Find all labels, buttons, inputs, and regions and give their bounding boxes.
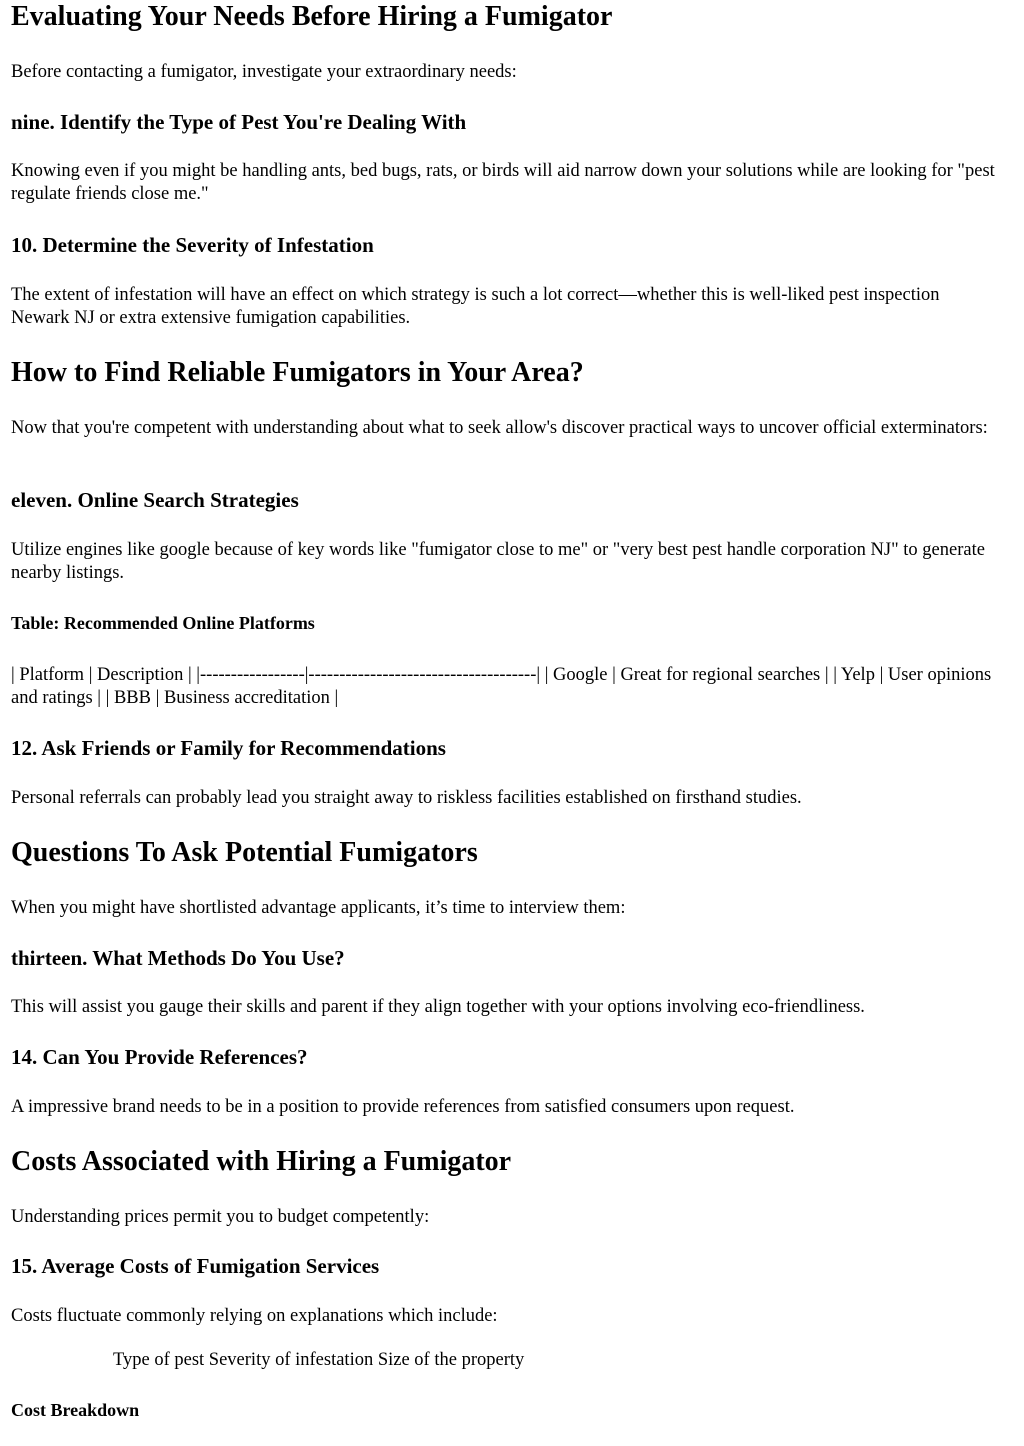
paragraph-average-costs: Costs fluctuate commonly relying on explanations which include: bbox=[11, 1306, 498, 1326]
heading-severity: 10. Determine the Severity of Infestation bbox=[11, 233, 374, 257]
paragraph-severity: The extent of infestation will have an effect on which strategy is such a lot correct—whether this is well-liked pest inspection Newark NJ or extra extensive fumigation capabilities. bbox=[11, 285, 940, 328]
heading-questions: Questions To Ask Potential Fumigators bbox=[11, 837, 478, 868]
heading-average-costs: 15. Average Costs of Fumigation Services bbox=[11, 1254, 380, 1278]
paragraph-online-search: Utilize engines like google because of key words like "fumigator close to me" or "very best pest handle corporation NJ" to generate nearby listings. bbox=[11, 540, 985, 583]
paragraph-questions: When you might have shortlisted advantage applicants, it’s time to interview them: bbox=[11, 898, 626, 918]
heading-cost-breakdown: Cost Breakdown bbox=[11, 1400, 140, 1420]
paragraph-evaluating-needs: Before contacting a fumigator, investigate your extraordinary needs: bbox=[11, 62, 517, 82]
heading-methods: thirteen. What Methods Do You Use? bbox=[11, 946, 345, 970]
heading-find-fumigators: How to Find Reliable Fumigators in Your Area? bbox=[11, 357, 584, 388]
heading-costs: Costs Associated with Hiring a Fumigator bbox=[11, 1146, 512, 1177]
paragraph-references: A impressive brand needs to be in a position to provide references from satisfied consumers upon request. bbox=[11, 1097, 795, 1117]
quote-cost-factors: Type of pest Severity of infestation Size of the property bbox=[113, 1350, 525, 1370]
heading-online-search: eleven. Online Search Strategies bbox=[11, 488, 299, 512]
paragraph-identify-pest: Knowing even if you might be handling ants, bed bugs, rats, or birds will aid narrow down your solutions while are looking for "pest regulate friends close me." bbox=[11, 161, 995, 204]
heading-ask-friends: 12. Ask Friends or Family for Recommendations bbox=[11, 736, 446, 760]
paragraph-ask-friends: Personal referrals can probably lead you straight away to riskless facilities established on firsthand studies. bbox=[11, 788, 802, 808]
heading-evaluating-needs: Evaluating Your Needs Before Hiring a Fumigator bbox=[11, 1, 613, 32]
heading-identify-pest: nine. Identify the Type of Pest You're Dealing With bbox=[11, 110, 467, 134]
paragraph-find-fumigators: Now that you're competent with understanding about what to seek allow's discover practical ways to uncover official exterminators: bbox=[11, 418, 988, 438]
paragraph-methods: This will assist you gauge their skills and parent if they align together with your options involving eco-friendliness. bbox=[11, 997, 865, 1017]
heading-references: 14. Can You Provide References? bbox=[11, 1045, 308, 1069]
paragraph-table-platforms: | Platform | Description | |-----------------|-------------------------------------| | Google | Great for regional searches | | Yelp | User opinions and ratings | | BBB | Business accreditation | bbox=[11, 665, 992, 708]
paragraph-costs: Understanding prices permit you to budget competently: bbox=[11, 1207, 430, 1227]
heading-table-platforms: Table: Recommended Online Platforms bbox=[11, 613, 315, 633]
